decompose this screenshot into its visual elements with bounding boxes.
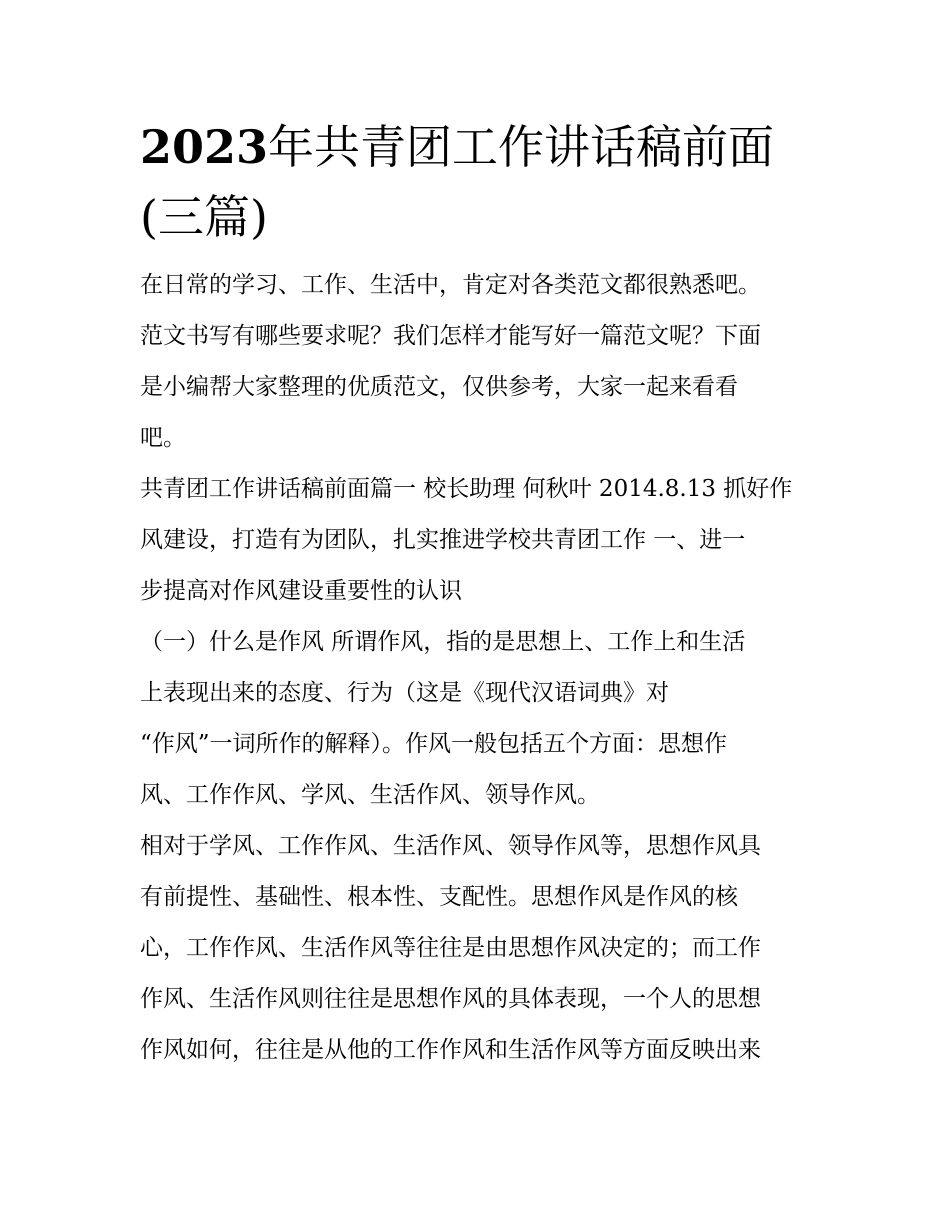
title-text: 年共青团工作讲话稿前面	[268, 120, 775, 174]
text-line: 上表现出来的态度、行为（这是《现代汉语词典》对	[140, 680, 669, 706]
document-title	[140, 112, 812, 252]
text-line: 步提高对作风建设重要性的认识	[140, 578, 462, 604]
text-line: 心，工作作风、生活作风等往往是由思想作风决定的；而工作	[140, 935, 761, 961]
text-line: 风建设，打造有为团队，扎实推进学校共青团工作 一、进一	[140, 527, 746, 553]
text-line: 吧。	[140, 425, 186, 451]
text-line: 作风如何，往往是从他的工作作风和生活作风等方面反映出来	[140, 1037, 761, 1063]
text-line: 范文书写有哪些要求呢？我们怎样才能写好一篇范文呢？下面	[140, 323, 761, 349]
title-line-1	[140, 112, 812, 182]
text-line: （一）什么是作风 所谓作风，指的是思想上、工作上和生活	[140, 629, 746, 655]
text-line: 在日常的学习、工作、生活中，肯定对各类范文都很熟悉吧。	[140, 272, 761, 298]
text-line: “作风”一词所作的解释）。作风一般包括五个方面：思想作	[140, 731, 728, 757]
document-body	[140, 112, 812, 1076]
text-line: 作风、生活作风则往往是思想作风的具体表现，一个人的思想	[140, 986, 761, 1012]
text-line: 有前提性、基础性、根本性、支配性。思想作风是作风的核	[140, 884, 738, 910]
title-year: 2023	[140, 120, 269, 174]
text-line: 相对于学风、工作作风、生活作风、领导作风等，思想作风具	[140, 833, 761, 859]
text-line: 共青团工作讲话稿前面篇一 校长助理 何秋叶 2014.8.13 抓好作	[140, 476, 793, 502]
text-line: 是小编帮大家整理的优质范文，仅供参考，大家一起来看看	[140, 374, 738, 400]
text-line: 风、工作作风、学风、生活作风、领导作风。	[140, 782, 600, 808]
title-line-2: (三篇)	[140, 190, 268, 244]
